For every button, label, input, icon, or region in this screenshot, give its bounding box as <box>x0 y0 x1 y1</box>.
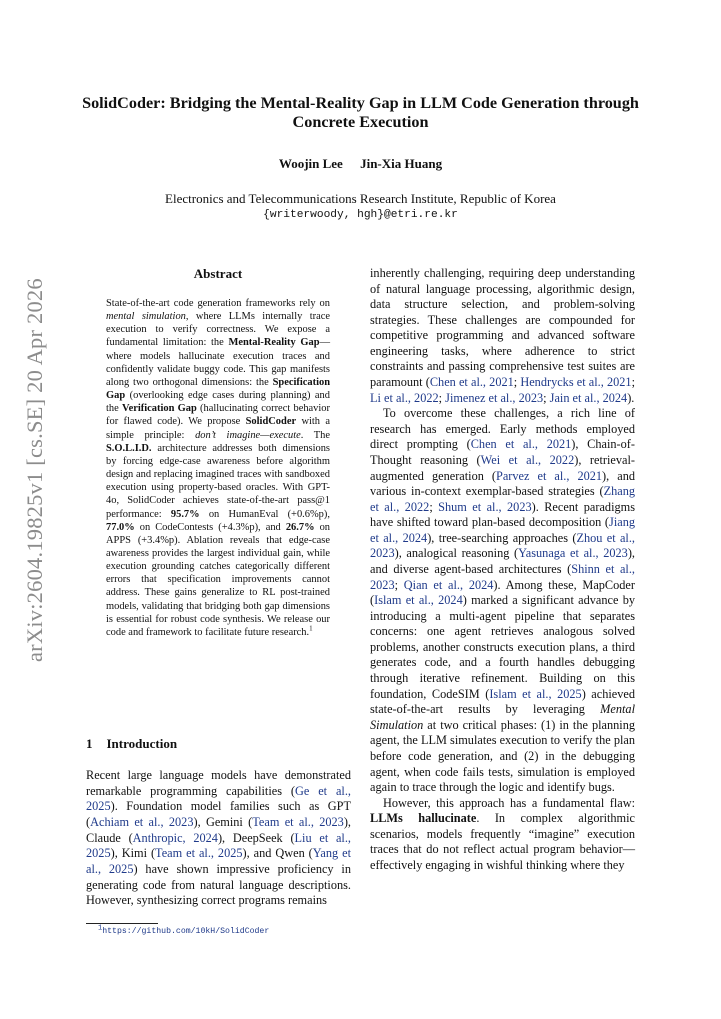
emphasis-text: 26.7% <box>285 521 315 533</box>
section-title: Introduction <box>106 736 178 751</box>
citation-link[interactable]: Wei et al., 2022 <box>480 452 575 467</box>
citation-link[interactable]: Chen et al., 2021 <box>470 437 572 452</box>
footnote-link[interactable]: https://github.com/10kH/SolidCoder <box>102 927 270 936</box>
emphasis-text: Verification Gap <box>122 403 197 415</box>
emphasis-text: 77.0% <box>106 521 135 533</box>
citation-link[interactable]: Ge et al., 2025 <box>86 783 351 814</box>
section-number: 1 <box>86 736 93 751</box>
citation-link[interactable]: Team et al., 2023 <box>252 814 344 829</box>
emphasis-text: 95.7% <box>170 508 200 520</box>
citation-link[interactable]: Liu et al., 2025 <box>86 830 351 861</box>
citation-link[interactable]: Team et al., 2025 <box>155 846 243 861</box>
citation-link[interactable]: Islam et al., 2024 <box>374 593 463 608</box>
author-name: Woojin Lee <box>278 156 343 171</box>
citation-link[interactable]: Yang et al., 2025 <box>86 846 351 876</box>
author-list <box>60 156 661 172</box>
citation-link[interactable]: Li et al., 2022 <box>370 390 439 405</box>
citation-link[interactable]: Jain et al., 2024 <box>549 390 628 405</box>
emphasis-text: Mental Simulation <box>370 702 635 732</box>
citation-link[interactable]: Chen et al., 2021 <box>429 375 514 390</box>
right-column <box>370 266 635 874</box>
citation-link[interactable]: Achiam et al., 2023 <box>90 814 194 829</box>
citation-link[interactable]: Yasunaga et al., 2023 <box>518 546 628 561</box>
citation-link[interactable]: Parvez et al., 2021 <box>496 468 603 483</box>
paragraph: To overcome these challenges, a rich line of research has emerged. Early methods employed direct prompting (Chen et al., 2021), Chain-of-Thought reasoning (Wei et al., 2022), retrieval-augmented generation (Parvez et al., 2021), and various in-context exemplar-based strategies (Zhang et al., 2022; Shum et al., 2023). Recent paradigms have shifted toward plan-based decomposition (Jiang et al., 2024), tree-searching approaches (Zhou et al., 2023), analogical reasoning (Yasunaga et al., 2023), and diverse agent-based architectures (Shinn et al., 2023; Qian et al., 2024). Among these, MapCoder (Islam et al., 2024) marked a significant advance by introducing a multi-agent pipeline that separates concerns: one agent retrieves analogous solved problems, another constructs execution plans, a third generates code, and a fourth handles debugging through iterative refinement. Building on this foundation, CodeSIM (Islam et al., 2025) achieved state-of-the-art results by leveraging Mental Simulation at two critical phases: (1) in the planning agent, the LLM simulates execution to verify the plan before code generation, and (2) in the debugging agent, when code fails tests, simulation is employed again to trace through the logic and identify bugs. <box>370 406 636 795</box>
emphasis-text: S.O.L.I.D. <box>106 442 152 454</box>
author-email: {writerwoody, hgh}@etri.re.kr <box>263 209 458 221</box>
citation-link[interactable]: Qian et al., 2024 <box>403 577 494 592</box>
emphasis-text: Mental-Reality Gap <box>228 337 320 349</box>
citation-link[interactable]: Hendrycks et al., 2021 <box>520 375 632 390</box>
emphasis-text: SolidCoder <box>245 416 297 428</box>
citation-link[interactable]: Zhang et al., 2022 <box>370 484 635 514</box>
paper-title: SolidCoder: Bridging the Mental-Reality Gap in LLM Code Generation through Concrete Execution <box>82 94 639 131</box>
footnote <box>98 926 358 937</box>
paragraph: inherently challenging, requiring deep understanding of natural language processing, algorithmic design, data structure selection, and problem-solving strategies. These challenges are compounded for competitive programming and advanced software engineering tasks, where adherence to strict constraints and passing comprehensive test suites are paramount (Chen et al., 2021; Hendrycks et al., 2021; Li et al., 2022; Jimenez et al., 2023; Jain et al., 2024). <box>370 266 635 405</box>
author-name: Jin-Xia Huang <box>360 156 443 171</box>
footnote-rule <box>86 923 158 924</box>
section-heading <box>86 736 351 752</box>
citation-link[interactable]: Shum et al., 2023 <box>438 499 532 514</box>
arxiv-identifier: arXiv:2604.19825v1 [cs.SE] 20 Apr 2026 <box>22 278 47 662</box>
citation-link[interactable]: Jimenez et al., 2023 <box>445 390 544 405</box>
paragraph: However, this approach has a fundamental flaw: LLMs hallucinate. In complex algorithmic scenarios, models frequently “imagine” execution traces that do not reflect actual program behavior—effectively engaging in wishful thinking where they <box>370 795 635 872</box>
emphasis-text: mental simulation <box>106 311 186 323</box>
citation-link[interactable]: Zhou et al., 2023 <box>370 530 635 561</box>
introduction-body: Recent large language models have demonstrated remarkable programming capabilities (Ge et al., 2025). Foundation model families such as GPT (Achiam et al., 2023), Gemini (Team et al., 2023), Claude (Anthropic, 2024), DeepSeek (Liu et al., 2025), Kimi (Team et al., 2025), and Qwen (Yang et al., 2025) have shown impressive proficiency in generating code from natural language descriptions. However, synthesizing correct programs remains <box>86 768 351 908</box>
citation-link[interactable]: Jiang et al., 2024 <box>370 515 635 545</box>
abstract-body: State-of-the-art code generation frameworks rely on mental simulation, where LLMs internally trace execution to verify correctness. We expose a fundamental limitation: the Mental-Reality Gap—where models hallucinate execution traces and confidently validate buggy code. This gap manifests along two orthogonal dimensions: the Specification Gap (overlooking edge cases during planning) and the Verification Gap (hallucinating correct behavior for flawed code). We propose SolidCoder with a simple principle: don’t imagine—execute. The S.O.L.I.D. architecture addresses both dimensions by forcing edge-case awareness before algorithm design and replacing imagined traces with sandboxed execution using property-based oracles. With GPT-4o, SolidCoder achieves state-of-the-art pass@1 performance: 95.7% on HumanEval (+0.6%p), 77.0% on CodeContests (+4.3%p), and 26.7% on APPS (+3.4%p). Ablation reveals that edge-case awareness provides the largest individual gain, while execution grounding catches categorically different errors that specification improvements cannot address. These gains generalize to RL post-trained models, validating that bridging both gap dimensions is essential for robust code synthesis. We release our code and framework to facilitate future research.$^1$ <box>106 298 331 638</box>
emphasis-text: Specification Gap <box>106 376 330 402</box>
citation-link[interactable]: Anthropic, 2024 <box>132 830 218 845</box>
footnote-marker: 1 <box>98 924 103 933</box>
citation-link[interactable]: Shinn et al., 2023 <box>370 561 635 592</box>
abstract-heading: Abstract <box>193 266 243 281</box>
affiliation: Electronics and Telecommunications Research Institute, Republic of Korea <box>165 191 556 206</box>
emphasis-text: LLMs hallucinate <box>370 811 477 826</box>
footnote-marker: 1 <box>309 624 313 633</box>
emphasis-text: don’t imagine—execute <box>195 429 301 441</box>
citation-link[interactable]: Islam et al., 2025 <box>489 686 582 701</box>
